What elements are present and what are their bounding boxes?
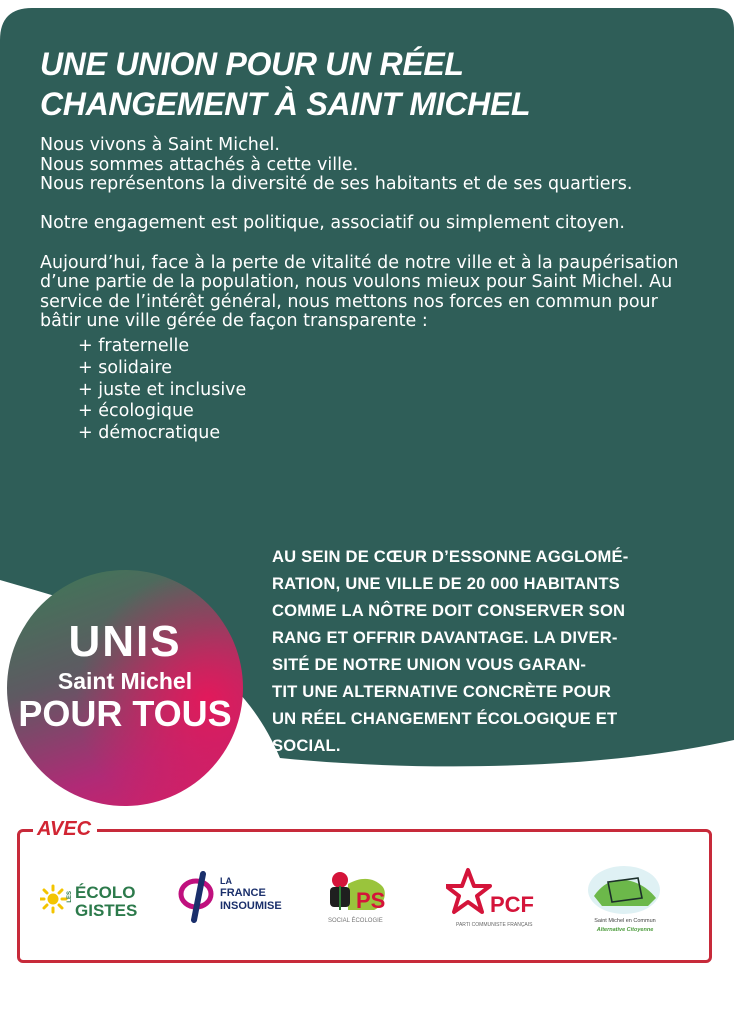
badge-line-3: POUR TOUS xyxy=(18,693,232,734)
pcf-name: PCF xyxy=(490,892,534,917)
callout-text xyxy=(272,543,702,759)
ps-logo xyxy=(326,870,396,928)
star-icon xyxy=(446,870,490,912)
unis-saint-michel-badge xyxy=(7,570,243,806)
main-title xyxy=(40,44,530,124)
callout-line: COMME LA NÔTRE DOIT CONSERVER SON xyxy=(272,601,626,620)
lfi-text-3: INSOUMISE xyxy=(220,900,282,912)
ecolo-text-1: ÉCOLO xyxy=(75,883,136,902)
title-line-1: UNE UNION POUR UN RÉEL xyxy=(40,46,464,82)
value-item: + démocratique xyxy=(78,423,221,444)
title-line-2: CHANGEMENT À SAINT MICHEL xyxy=(40,86,531,122)
callout-line: RATION, UNE VILLE DE 20 000 HABITANTS xyxy=(272,574,620,593)
value-item: + juste et inclusive xyxy=(78,379,247,400)
sun-icon xyxy=(40,886,66,912)
intro-paragraph-2: Notre engagement est politique, associatif ou simplement citoyen. xyxy=(40,213,625,234)
ecolo-text-2: GISTES xyxy=(75,901,138,920)
local-text-1: Saint Michel en Commun xyxy=(594,918,656,924)
ps-subtitle: SOCIAL ÉCOLOGIE xyxy=(328,918,383,924)
intro-line-3: Nous représentons la diversité de ses habitants et de ses quartiers. xyxy=(40,174,633,195)
phi-icon xyxy=(181,874,211,920)
callout-line: UN RÉEL CHANGEMENT ÉCOLOGIQUE ET xyxy=(272,709,618,728)
badge-line-1: UNIS xyxy=(68,617,182,666)
les-ecologistes-logo xyxy=(40,878,144,920)
callout-line: RANG ET OFFRIR DAVANTAGE. LA DIVER- xyxy=(272,628,618,647)
pcf-logo xyxy=(446,866,542,930)
values-list xyxy=(78,336,680,445)
lfi-text-1: LA xyxy=(220,876,232,886)
callout-line: SITÉ DE NOTRE UNION VOUS GARAN- xyxy=(272,655,587,674)
local-text-2: Alternative Citoyenne xyxy=(596,927,654,933)
intro-line-2: Nous sommes attachés à cette ville. xyxy=(40,154,359,175)
lfi-text-2: FRANCE xyxy=(220,887,266,899)
saint-michel-en-commun-logo xyxy=(582,862,668,934)
value-item: + solidaire xyxy=(78,357,173,378)
intro-line-1: Nous vivons à Saint Michel. xyxy=(40,135,280,155)
map-icon xyxy=(588,866,660,914)
intro-text xyxy=(40,136,680,445)
value-item: + écologique xyxy=(78,401,194,422)
callout-line: TIT UNE ALTERNATIVE CONCRÈTE POUR xyxy=(272,682,612,701)
partners-label: AVEC xyxy=(33,816,97,842)
la-france-insoumise-logo xyxy=(176,868,288,924)
callout-line: AU SEIN DE CŒUR D’ESSONNE AGGLOMÉ- xyxy=(272,547,629,566)
ps-name: PS xyxy=(356,888,386,913)
callout-line: SOCIAL. xyxy=(272,736,341,755)
intro-paragraph-3: Aujourd’hui, face à la perte de vitalité de notre ville et à la paupérisation d’une partie de la population, nous voulons mieux pour Saint Michel. Au service de l’intérêt général, nous mettons nos forces en commun pour bâtir une ville gérée de façon transparente : xyxy=(40,252,679,332)
value-item: + fraternelle xyxy=(78,335,190,356)
badge-line-2: Saint Michel xyxy=(57,668,193,694)
ecolo-les-text: LES xyxy=(67,891,73,903)
pcf-subtitle: PARTI COMMUNISTE FRANÇAIS xyxy=(456,922,533,928)
